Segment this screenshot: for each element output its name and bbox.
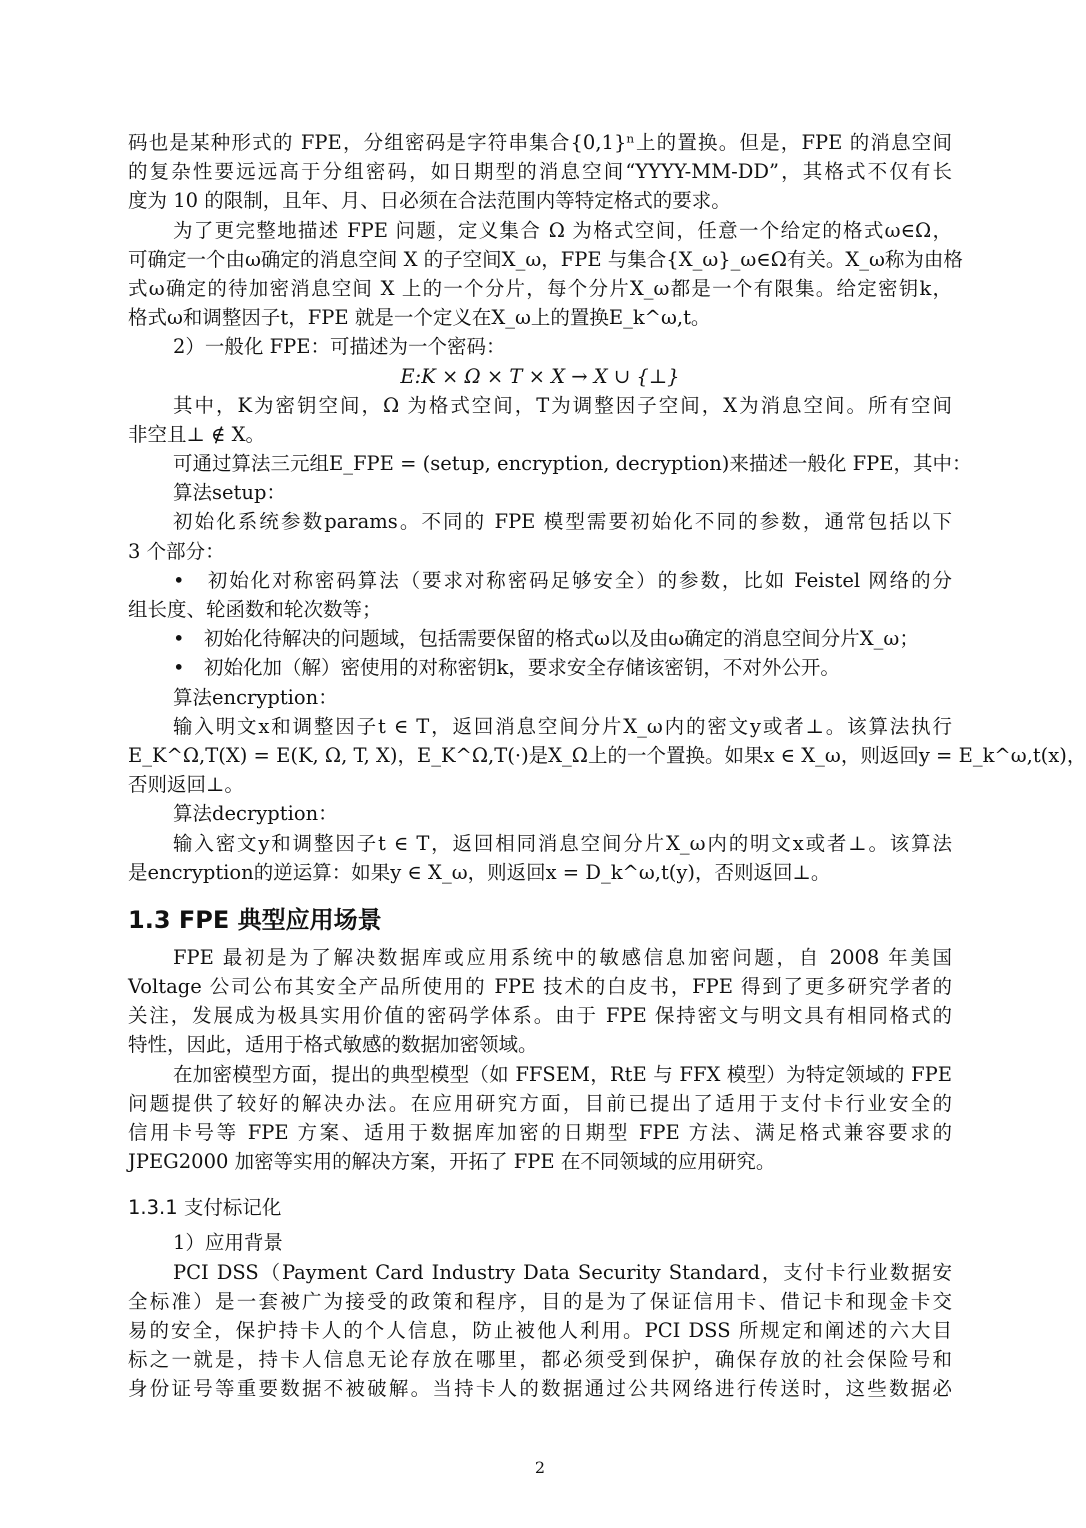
subsection-heading: 1.3.1 支付标记化 — [128, 1196, 282, 1220]
paragraph-line: 输入明文x和调整因子t ∈ T，返回消息空间分片X_ω内的密文y或者⊥。该算法执行 — [173, 714, 952, 738]
paragraph-line: 标之一就是，持卡人信息无论存放在哪里，都必须受到保护，确保存放的社会保险号和 — [128, 1348, 952, 1372]
paragraph-line: 的复杂性要远远高于分组密码，如日期型的消息空间“YYYY-MM-DD”，其格式不仅有长 — [128, 160, 952, 184]
bullet-item: • 初始化对称密码算法（要求对称密码足够安全）的参数，比如 Feistel 网络的分 — [173, 568, 952, 592]
paragraph-line: 3 个部分： — [128, 539, 225, 563]
paragraph-line: E_K^Ω,T(X) = E(K, Ω, T, X)，E_K^Ω,T(·)是X_Ω上的一个置换。如果x ∈ X_ω，则返回y = E_k^ω,t(x)， — [128, 743, 1086, 767]
page-number: 2 — [534, 1458, 546, 1477]
paragraph-line: 否则返回⊥。 — [128, 773, 244, 797]
background-heading: 1）应用背景 — [173, 1231, 283, 1255]
paragraph-line: 码也是某种形式的 FPE，分组密码是字符串集合{0,1}ⁿ上的置换。但是，FPE 的消息空间 — [128, 131, 952, 154]
page-body — [128, 128, 1086, 1404]
bullet-item: • 初始化加（解）密使用的对称密钥k，要求安全存储该密钥，不对外公开。 — [173, 656, 840, 680]
setup-heading: 算法setup： — [173, 481, 286, 505]
paragraph-line: 身份证号等重要数据不被破解。当持卡人的数据通过公共网络进行传送时，这些数据必 — [128, 1377, 952, 1401]
paragraph-line: 其中，K为密钥空间，Ω 为格式空间，T为调整因子空间，X为消息空间。所有空间 — [173, 393, 952, 417]
paragraph-line: 输入密文y和调整因子t ∈ T，返回相同消息空间分片X_ω内的明文x或者⊥。该算法 — [173, 831, 952, 855]
paragraph-line: Voltage 公司公布其安全产品所使用的 FPE 技术的白皮书，FPE 得到了更多研究学者的 — [128, 975, 952, 999]
general-fpe-heading: 2）一般化 FPE：可描述为一个密码： — [173, 335, 506, 359]
section-heading: 1.3 FPE 典型应用场景 — [128, 905, 382, 934]
bullet-item-continuation: 组长度、轮函数和轮次数等； — [128, 598, 382, 621]
paragraph-line: 易的安全，保护持卡人的个人信息，防止被他人利用。PCI DSS 所规定和阐述的六大目 — [128, 1318, 952, 1342]
paragraph-line: 可确定一个由ω确定的消息空间 X 的子空间X_ω，FPE 与集合{X_ω}_ω∈Ω有关。X_ω称为由格 — [128, 247, 963, 271]
main-formula: E:K × Ω × T × X → X ∪ {⊥} — [400, 364, 680, 388]
paragraph-line: JPEG2000 加密等实用的解决方案，开拓了 FPE 在不同领域的应用研究。 — [128, 1150, 776, 1174]
paragraph-line: 非空且⊥ ∉ X。 — [128, 422, 266, 446]
paragraph-line: 度为 10 的限制，且年、月、日必须在合法范围内等特定格式的要求。 — [128, 189, 731, 213]
paragraph-line: 式ω确定的待加密消息空间 X 上的一个分片，每个分片X_ω都是一个有限集。给定密钥k， — [128, 276, 952, 300]
paragraph-line: FPE 最初是为了解决数据库或应用系统中的敏感信息加密问题，自 2008 年美国 — [173, 945, 952, 969]
paragraph-line: 初始化系统参数params。不同的 FPE 模型需要初始化不同的参数，通常包括以下 — [173, 510, 952, 534]
paragraph-line: 关注，发展成为极具实用价值的密码学体系。由于 FPE 保持密文与明文具有相同格式的 — [128, 1004, 952, 1028]
paragraph-line: 全标准）是一套被广为接受的政策和程序，目的是为了保证信用卡、借记卡和现金卡交 — [128, 1289, 952, 1313]
paragraph-line: PCI DSS（Payment Card Industry Data Security Standard，支付卡行业数据安 — [173, 1260, 952, 1284]
paragraph-line: 信用卡号等 FPE 方案、适用于数据库加密的日期型 FPE 方法、满足格式兼容要求的 — [128, 1121, 952, 1144]
algorithm-triple-line: 可通过算法三元组E_FPE = (setup, encryption, decryption)来描述一般化 FPE，其中： — [173, 452, 972, 476]
paragraph-line: 在加密模型方面，提出的典型模型（如 FFSEM，RtE 与 FFX 模型）为特定领域的 FPE — [173, 1062, 952, 1086]
paragraph-line: 问题提供了较好的解决办法。在应用研究方面，目前已提出了适用于支付卡行业安全的 — [128, 1091, 952, 1115]
paragraph-line: 是encryption的逆运算：如果y ∈ X_ω，则返回x = D_k^ω,t(y)，否则返回⊥。 — [128, 860, 831, 884]
encryption-heading: 算法encryption： — [173, 685, 338, 709]
paragraph-line: 为了更完整地描述 FPE 问题，定义集合 Ω 为格式空间，任意一个给定的格式ω∈Ω， — [173, 218, 952, 242]
decryption-heading: 算法decryption： — [173, 802, 338, 826]
paragraph-line: 特性，因此，适用于格式敏感的数据加密领域。 — [128, 1033, 538, 1057]
paragraph-line: 格式ω和调整因子t，FPE 就是一个定义在X_ω上的置换E_k^ω,t。 — [128, 306, 711, 330]
bullet-item: • 初始化待解决的问题域，包括需要保留的格式ω以及由ω确定的消息空间分片X_ω； — [173, 627, 919, 651]
